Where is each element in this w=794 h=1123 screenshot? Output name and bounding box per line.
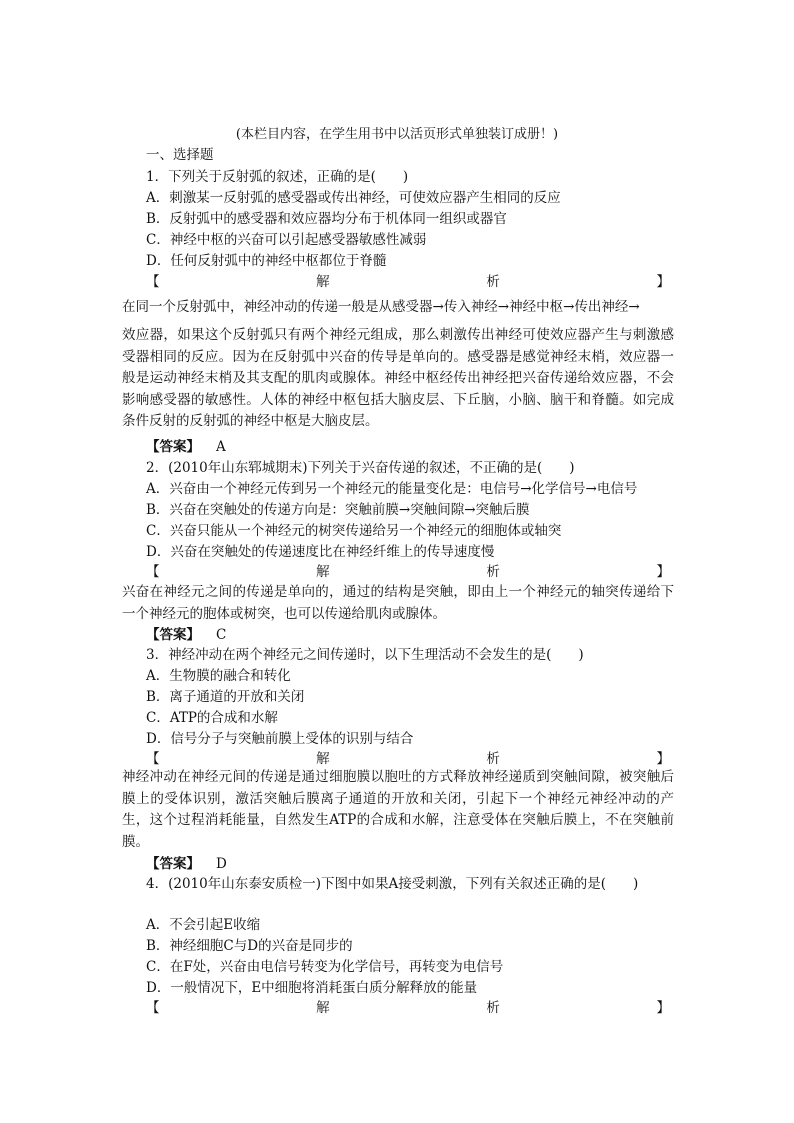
jiexi-bracket-left: 【 — [146, 1000, 160, 1016]
q2-option-a: A．兴奋由一个神经元传到另一个神经元的能量变化是：电信号→化学信号→电信号 — [146, 481, 638, 497]
q1-option-b: B．反射弧中的感受器和效应器均分布于机体同一组织或器官 — [146, 211, 507, 227]
q3-explanation: 神经冲动在神经元间的传递是通过细胞膜以胞吐的方式释放神经递质到突触间隙，被突触后膜上的受体识别，激活突触后膜离子通道的开放和关闭，引起下一个神经元神经冲动的产生，这个过程消耗能量，自然发生ATP的合成和水解，注意受体在突触后膜上，不在突触前膜。 — [122, 769, 674, 850]
q2-option-d: D．兴奋在突触处的传递速度比在神经纤维上的传导速度慢 — [146, 544, 495, 560]
jiexi-char-2: 析 — [486, 751, 500, 767]
q2-answer — [146, 626, 226, 644]
jiexi-char-2: 析 — [486, 274, 500, 290]
q3-answer — [146, 855, 227, 873]
jiexi-char-1: 解 — [316, 1000, 330, 1016]
jiexi-bracket-right: 】 — [656, 751, 670, 767]
q3-jiexi-label — [146, 750, 670, 768]
q4-option-d: D．一般情况下，E中细胞将消耗蛋白质分解释放的能量 — [146, 980, 478, 996]
answer-value: D — [216, 856, 227, 872]
q3-stem: 3．神经冲动在两个神经元之间传递时，以下生理活动不会发生的是( ) — [146, 647, 584, 663]
jiexi-bracket-left: 【 — [146, 274, 160, 290]
answer-label: 【答案】 — [146, 627, 200, 643]
jiexi-bracket-right: 】 — [656, 564, 670, 580]
q3-option-a: A．生物膜的融合和转化 — [146, 668, 291, 684]
jiexi-char-1: 解 — [316, 564, 330, 580]
page-notice: (本栏目内容，在学生用书中以活页形式单独装订成册！) — [235, 127, 559, 142]
answer-label: 【答案】 — [146, 439, 200, 455]
q4-option-c: C．在F处，兴奋由电信号转变为化学信号，再转变为电信号 — [146, 959, 504, 975]
q3-option-d: D．信号分子与突触前膜上受体的识别与结合 — [146, 731, 414, 747]
q1-option-d: D．任何反射弧中的神经中枢都位于脊髓 — [146, 253, 387, 269]
answer-value: C — [216, 627, 227, 643]
q1-explanation-line1: 在同一个反射弧中，神经冲动的传递一般是从感受器→传入神经→神经中枢→传出神经→ — [122, 299, 640, 315]
q4-option-b: B．神经细胞C与D的兴奋是同步的 — [146, 938, 353, 954]
jiexi-bracket-right: 】 — [656, 274, 670, 290]
q2-jiexi-label — [146, 563, 670, 581]
jiexi-bracket-left: 【 — [146, 751, 160, 767]
jiexi-char-2: 析 — [486, 564, 500, 580]
q3-option-b: B．离子通道的开放和关闭 — [146, 689, 305, 705]
q1-option-a: A．刺激某一反射弧的感受器或传出神经，可使效应器产生相同的反应 — [146, 190, 561, 206]
answer-label: 【答案】 — [146, 856, 200, 872]
q2-option-b: B．兴奋在突触处的传递方向是：突触前膜→突触间隙→突触后膜 — [146, 502, 530, 518]
q4-option-a: A．不会引起E收缩 — [146, 917, 261, 933]
jiexi-bracket-left: 【 — [146, 564, 160, 580]
q1-option-c: C．神经中枢的兴奋可以引起感受器敏感性减弱 — [146, 232, 427, 248]
q2-explanation: 兴奋在神经元之间的传递是单向的，通过的结构是突触，即由上一个神经元的轴突传递给下一个神经元的胞体或树突，也可以传递给肌肉或腺体。 — [122, 584, 674, 622]
q1-answer — [146, 438, 226, 456]
jiexi-char-1: 解 — [316, 751, 330, 767]
section-title: 一、选择题 — [146, 147, 214, 163]
q1-explanation: 效应器，如果这个反射弧只有两个神经元组成，那么刺激传出神经可使效应器产生与刺激感受器相同的反应。因为在反射弧中兴奋的传导是单向的。感受器是感觉神经末梢，效应器一般是运动神经末梢及其支配的肌肉或腺体。神经中枢经传出神经把兴奋传递给效应器，不会影响感受器的敏感性。人体的神经中枢包括大脑皮层、下丘脑，小脑、脑干和脊髓。如完成条件反射的反射弧的神经中枢是大脑皮层。 — [122, 327, 674, 429]
jiexi-char-2: 析 — [486, 1000, 500, 1016]
q2-stem: 2．(2010年山东郓城期末)下列关于兴奋传递的叙述，不正确的是( ) — [146, 460, 575, 476]
q1-stem: 1．下列关于反射弧的叙述，正确的是( ) — [146, 169, 409, 185]
q4-stem: 4．(2010年山东泰安质检一)下图中如果A接受刺激，下列有关叙述正确的是( ) — [146, 876, 639, 892]
jiexi-bracket-right: 】 — [656, 1000, 670, 1016]
q4-jiexi-label — [146, 999, 670, 1017]
q2-option-c: C．兴奋只能从一个神经元的树突传递给另一个神经元的细胞体或轴突 — [146, 523, 562, 539]
answer-value: A — [216, 439, 226, 455]
q3-option-c: C．ATP的合成和水解 — [146, 710, 278, 726]
q1-jiexi-label — [146, 273, 670, 291]
jiexi-char-1: 解 — [316, 274, 330, 290]
